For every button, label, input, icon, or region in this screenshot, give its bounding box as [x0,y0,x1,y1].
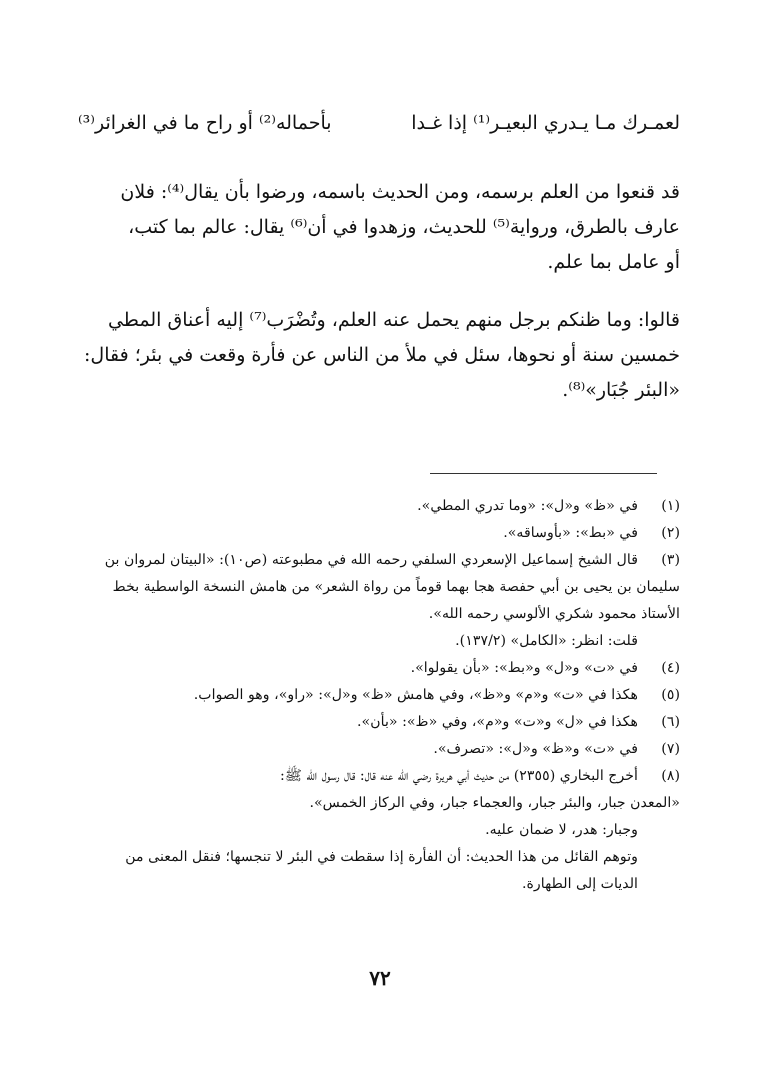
footnote-8-explanation: وتوهم القائل من هذا الحديث: أن الفأرة إذا سقطت في البئر لا تنجسها؛ فنقل المعنى من الديات إلى الطهارة. [125,849,638,892]
footnote-text: في «بط»: «بأوساقه». [503,525,638,541]
footnote-number: (٣) [661,552,680,568]
footnotes [74,493,680,898]
page-number: ٧٢ [369,966,391,990]
paragraph-1: قد قنعوا من العلم برسمه، ومن الحديث باسمه، ورضوا بأن يقال⁽⁴⁾: فلان عارف بالطرق، ورواية⁽⁵⁾ للحديث، وزهدوا في أن⁽⁶⁾ يقال: عالم بما كتب، أو عامل بما علم. [120,181,680,273]
footnote-6 [74,709,680,736]
footnote-number: (٤) [661,660,680,676]
poem-verse [78,112,680,134]
footnote-4 [74,655,680,682]
footnote-text: هكذا في «ت» و«م» و«ظ»، وفي هامش «ظ» و«ل»: «راو»، وهو الصواب. [193,687,638,703]
footnote-3 [74,547,680,574]
footnote-8 [74,763,680,790]
footnote-number: (٧) [661,741,680,757]
poem-second-hemistich: بأحماله⁽²⁾ أو راح ما في الغرائر⁽³⁾ [78,112,332,134]
footnote-number: (٢) [661,525,680,541]
footnote-text: هكذا في «ل» و«ت» و«م»، وفي «ظ»: «بأن». [357,714,638,730]
footnote-text: في «ظ» و«ل»: «وما تدري المطي». [417,498,638,514]
footnote-text: أخرج البخاري (٢٣٥٥) من حديث أبي هريرة رضي الله عنه قال: قال رسول الله ﷺ: [280,768,638,784]
footnote-number: (٥) [661,687,680,703]
footnote-8-remark: وجبار: هدر، لا ضمان عليه. [485,822,638,838]
footnote-number: (٦) [661,714,680,730]
footnote-number: (١) [661,498,680,514]
poem-first-hemistich: لعمـرك مـا يـدري البعيـر⁽¹⁾ إذا غـدا [411,112,680,134]
footnote-text: في «ت» و«ل» و«بط»: «بأن يقولوا». [410,660,638,676]
footnote-separator [430,473,657,474]
footnote-7 [74,736,680,763]
footnote-3-continuation: سليمان بن يحيى بن أبي حفصة هجا بهما قوماً من رواة الشعر» من هامش النسخة الواسطية بخط الأستاذ محمود شكري الألوسي رحمه الله». [112,579,680,622]
footnote-text: قال الشيخ إسماعيل الإسعردي السلفي رحمه الله في مطبوعته (ص١٠): «البيتان لمروان بن [104,552,638,568]
footnote-1 [74,493,680,520]
footnote-2 [74,520,680,547]
footnote-number: (٨) [661,768,680,784]
footnote-3-remark: قلت: انظر: «الكامل» (١٣٧/٢). [455,633,638,649]
paragraph-2: قالوا: وما ظنكم برجل منهم يحمل عنه العلم، وتُضْرَب⁽⁷⁾ إليه أعناق المطي خمسين سنة أو نحوها، سئل في ملأ من الناس عن فأرة وقعت في بئر؛ فقال: «البئر جُبَار»⁽⁸⁾. [84,309,680,401]
footnote-5 [74,682,680,709]
footnote-text: في «ت» و«ظ» و«ل»: «تصرف». [433,741,638,757]
footnote-8-continuation: «المعدن جبار، والبئر جبار، والعجماء جبار، وفي الركاز الخمس». [309,795,680,811]
